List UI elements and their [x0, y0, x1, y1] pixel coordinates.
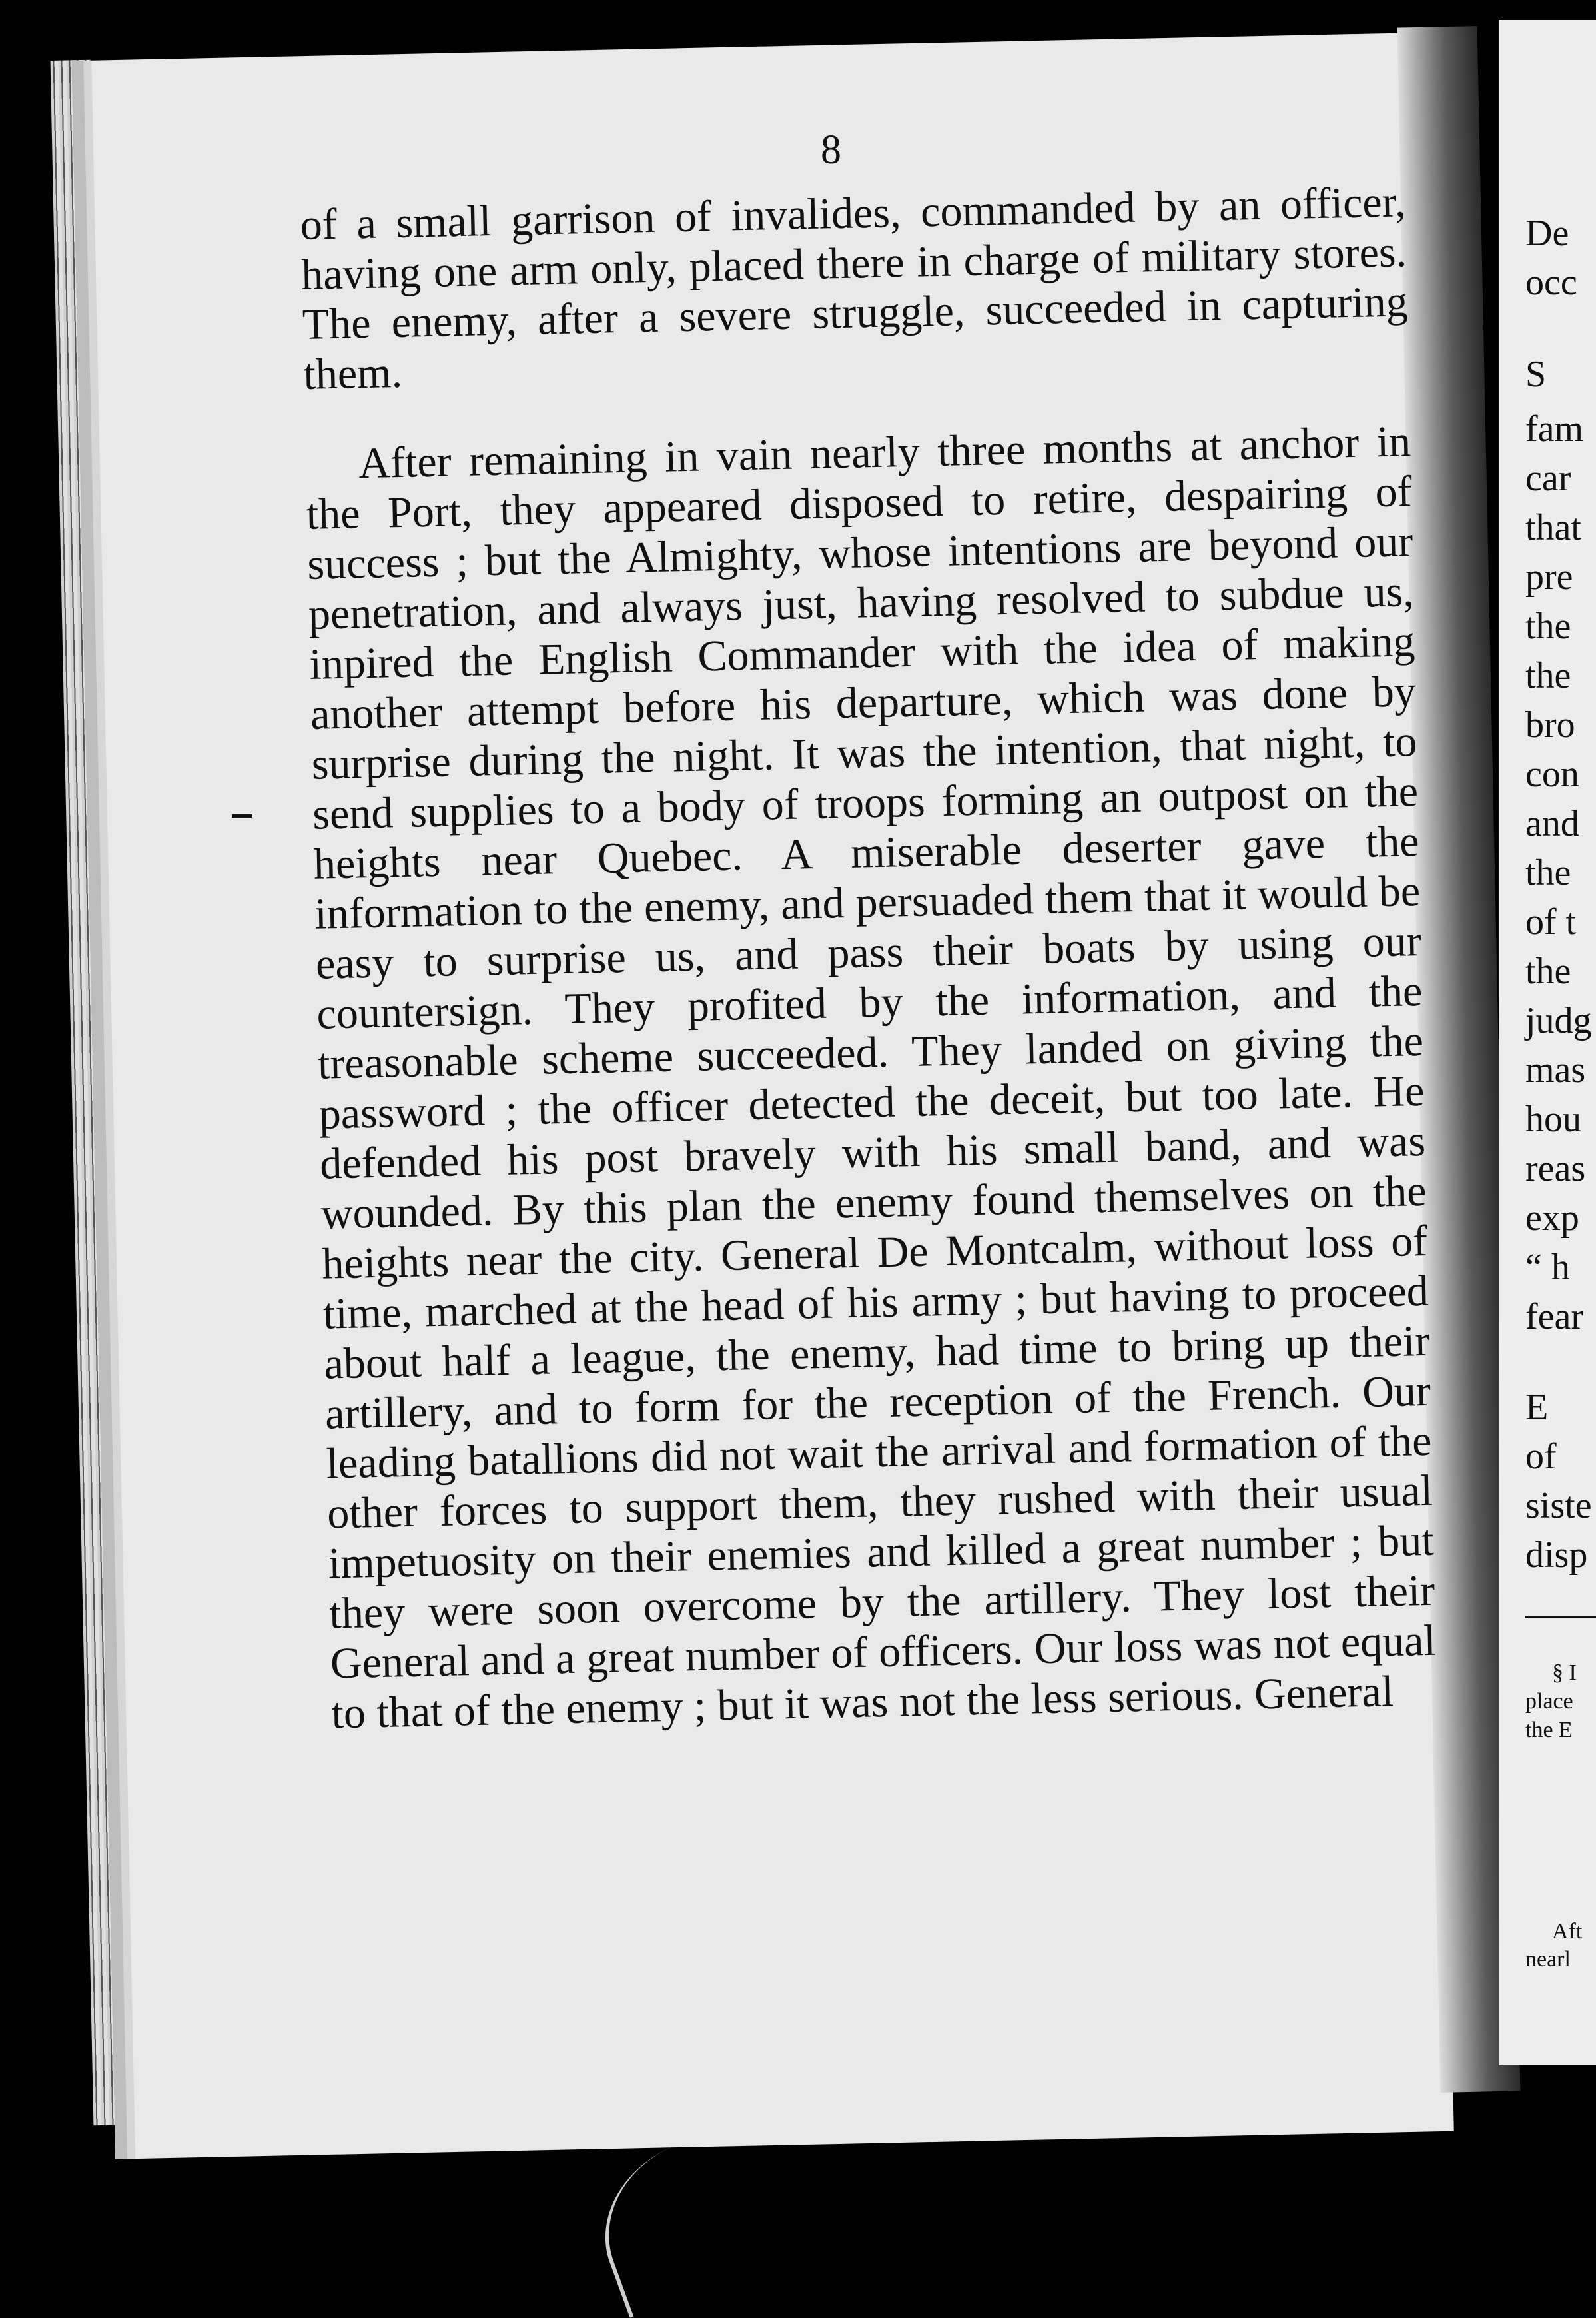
facing-fragment: judg — [1525, 1000, 1592, 1041]
facing-footnote: Aft — [1552, 1919, 1583, 1944]
margin-mark — [232, 814, 252, 818]
facing-fragment: fear — [1525, 1296, 1584, 1337]
facing-fragment: the — [1525, 606, 1571, 647]
footnote-rule — [1525, 1616, 1596, 1618]
facing-fragment: disp — [1525, 1534, 1588, 1576]
facing-fragment: exp — [1525, 1197, 1579, 1239]
body-text — [300, 177, 1437, 1738]
paragraph-1: of a small garrison of invalides, commanded by an officer, having one arm only, placed there in charge of military stores. The enemy, after a severe struggle, succeeded in capturing them. — [300, 177, 1409, 399]
facing-fragment: pre — [1525, 556, 1573, 598]
facing-fragment: of — [1525, 1436, 1557, 1477]
facing-fragment: the — [1525, 852, 1571, 893]
facing-fragment: bro — [1525, 704, 1575, 746]
facing-fragment: siste — [1525, 1485, 1592, 1526]
facing-footnote: place — [1525, 1689, 1573, 1714]
facing-footnote: nearl — [1525, 1947, 1571, 1972]
facing-fragment: car — [1525, 458, 1571, 499]
page-number: 8 — [821, 127, 841, 173]
facing-fragment: S — [1525, 354, 1547, 395]
facing-fragment: of t — [1525, 901, 1577, 943]
right-page — [1499, 20, 1596, 2065]
facing-fragment: fam — [1525, 408, 1584, 450]
facing-fragment: De — [1525, 213, 1569, 254]
facing-fragment: the — [1525, 655, 1571, 696]
facing-fragment: and — [1525, 803, 1579, 844]
facing-fragment: the — [1525, 951, 1571, 992]
facing-fragment: con — [1525, 754, 1579, 795]
facing-fragment: mas — [1525, 1049, 1586, 1091]
facing-fragment: that — [1525, 507, 1581, 548]
facing-footnote: § I — [1552, 1660, 1577, 1685]
facing-footnote: the E — [1525, 1718, 1573, 1742]
scan-artifact — [580, 2119, 796, 2318]
paragraph-2: After remaining in vain nearly three months at anchor in the Port, they appeared disposed to retire, despairing of success ; but the Almighty, whose intentions are beyond our penetration, and always just, having resolved to subdue us, inpired the English Commander with the idea of making another attempt before his departure, which was done by surprise during the night. It was the intention, that night, to send supplies to a body of troops forming an outpost on the heights near Quebec. A miserable deserter gave the information to the enemy, and persuaded them that it would be easy to surprise us, and pass their boats by using our countersign. They profited by the information, and the treasonable scheme succeeded. They landed on giving the password ; the officer detected the deceit, but too late. He defended his post bravely with his small band, and was wounded. By this plan the enemy found themselves on the heights near the city. General De Montcalm, without loss of time, marched at the head of his army ; but having to proceed about half a league, the enemy, had time to bring up their artillery, and to form for the reception of the French. Our leading batallions did not wait the arrival and formation of the other forces to support them, they rushed with their usual impetuosity on their enemies and killed a great number ; but they were soon overcome by the artillery. They lost their General and a great number of officers. Our loss was not equal to that of the enemy ; but it was not the less serious. General — [306, 417, 1437, 1738]
facing-fragment: reas — [1525, 1148, 1586, 1189]
facing-fragment: E — [1525, 1387, 1549, 1428]
facing-fragment: “ h — [1525, 1247, 1570, 1288]
facing-fragment: occ — [1525, 262, 1577, 303]
facing-fragment: hou — [1525, 1099, 1581, 1140]
